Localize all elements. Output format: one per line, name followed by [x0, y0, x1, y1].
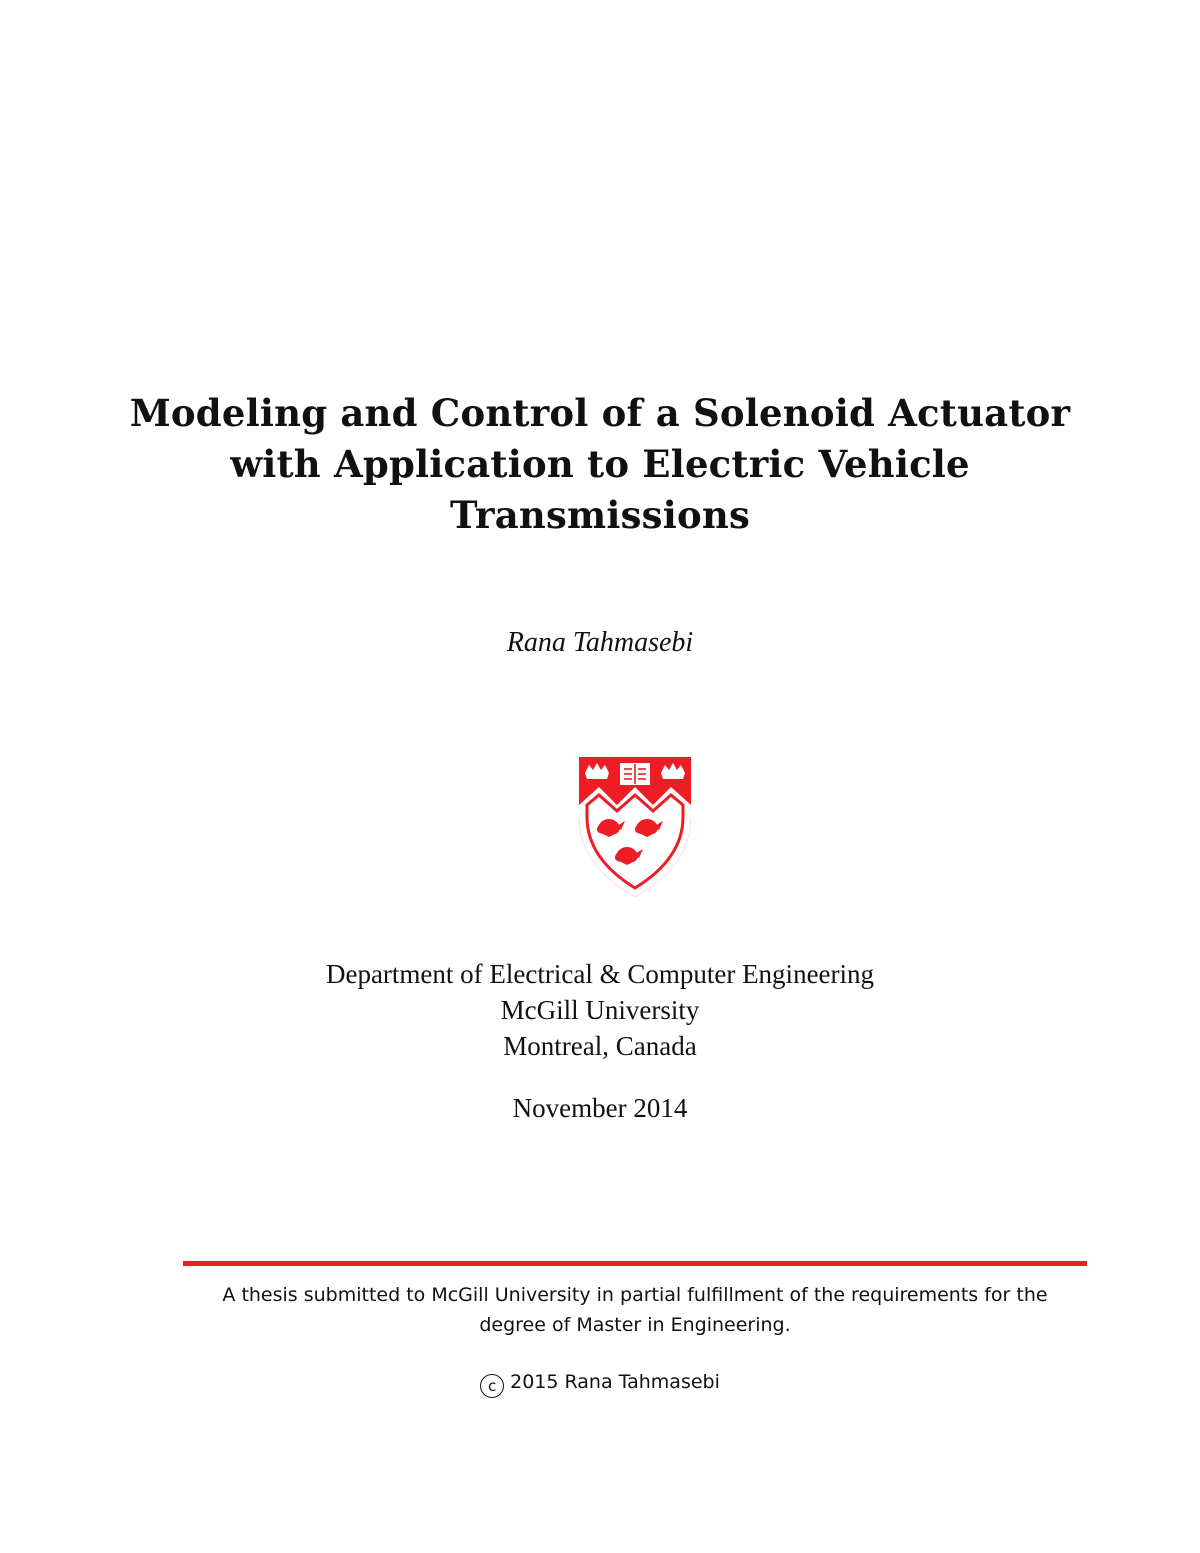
- title-line-1: Modeling and Control of a Solenoid Actuator: [129, 391, 1071, 435]
- department: Department of Electrical & Computer Engineering: [325, 959, 875, 989]
- red-divider: [183, 1261, 1087, 1266]
- title-line-3: Transmissions: [450, 493, 750, 537]
- author-name: Rana Tahmasebi: [506, 627, 694, 658]
- statement-line-2: degree of Master in Engineering.: [479, 1314, 791, 1336]
- university: McGill University: [500, 995, 700, 1025]
- copyright-icon: c: [480, 1374, 504, 1398]
- thesis-title: [0, 388, 1200, 541]
- thesis-statement: [183, 1280, 1087, 1340]
- mcgill-crest-icon: [575, 755, 695, 900]
- title-line-2: with Application to Electric Vehicle: [230, 442, 970, 486]
- submission-date: November 2014: [512, 1093, 688, 1123]
- copyright-notice: [0, 1367, 1200, 1398]
- statement-line-1: A thesis submitted to McGill University in partial fulfillment of the requirements for the: [222, 1284, 1048, 1306]
- copyright-text: 2015 Rana Tahmasebi: [510, 1371, 720, 1393]
- location: Montreal, Canada: [503, 1031, 697, 1061]
- affiliation-block: [0, 956, 1200, 1064]
